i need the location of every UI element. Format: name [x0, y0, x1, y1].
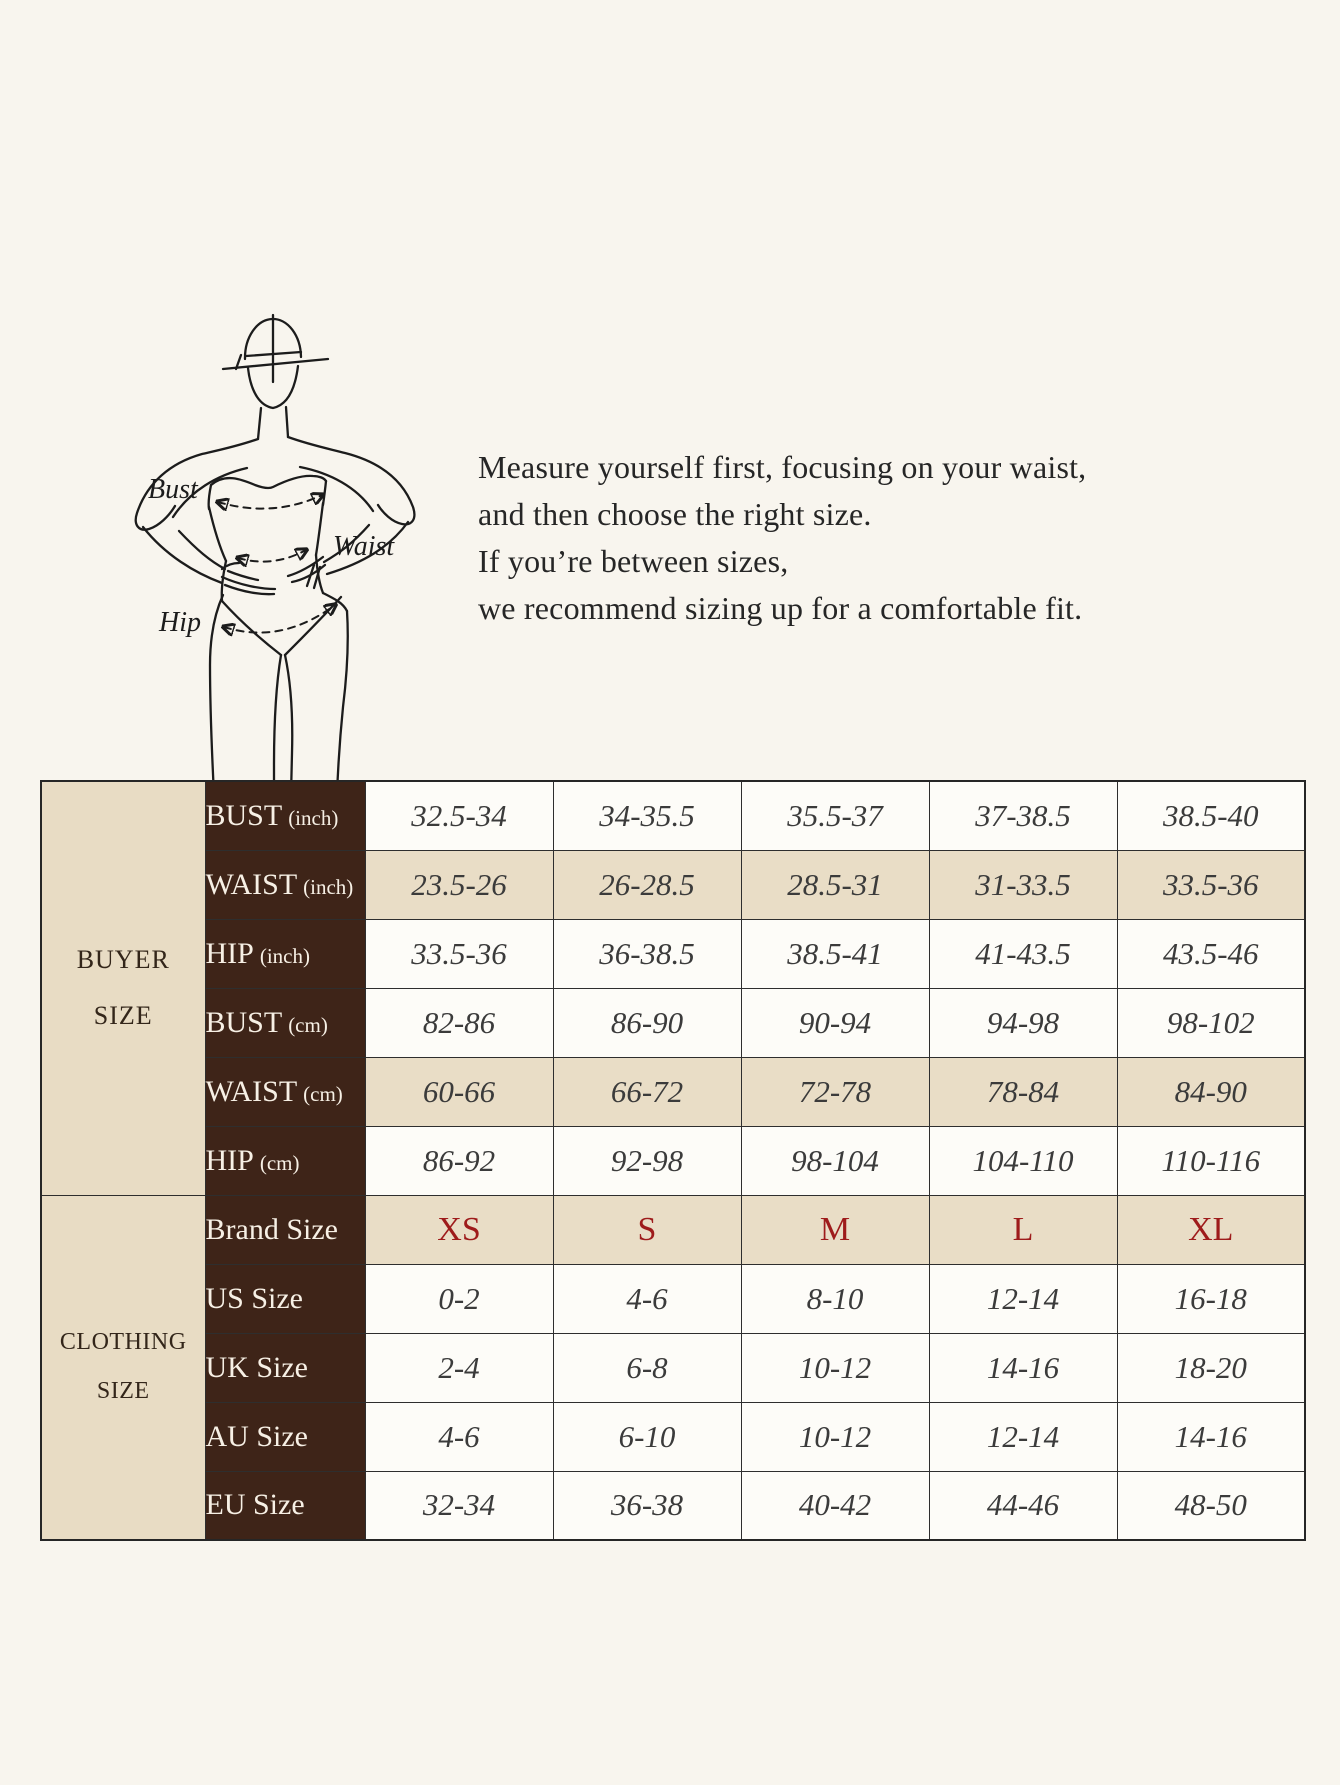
section-label: BUYER	[76, 945, 170, 975]
size-value: 36-38	[553, 1471, 741, 1540]
row-label-text: UK Size	[205, 1350, 308, 1384]
size-value: 86-92	[365, 1126, 553, 1195]
size-value: 4-6	[365, 1402, 553, 1471]
size-value: 92-98	[553, 1126, 741, 1195]
size-value: 66-72	[553, 1057, 741, 1126]
table-row	[41, 1057, 1305, 1126]
size-value: 37-38.5	[929, 781, 1117, 850]
section-label: SIZE	[93, 1001, 153, 1031]
table-row	[41, 850, 1305, 919]
row-label	[205, 1264, 365, 1333]
table-row	[41, 988, 1305, 1057]
size-value: 84-90	[1117, 1057, 1305, 1126]
instruction-line: Measure yourself first, focusing on your waist,	[478, 449, 1087, 485]
table-row	[41, 1471, 1305, 1540]
row-label	[205, 781, 365, 850]
instruction-line: and then choose the right size.	[478, 496, 872, 532]
measure-instructions	[478, 444, 1238, 632]
row-label	[205, 1126, 365, 1195]
size-value: 10-12	[741, 1333, 929, 1402]
size-value: 98-102	[1117, 988, 1305, 1057]
size-value: 38.5-41	[741, 919, 929, 988]
row-label-text: WAIST	[205, 867, 298, 901]
hip-label: Hip	[159, 607, 201, 638]
size-value: 38.5-40	[1117, 781, 1305, 850]
instruction-line: we recommend sizing up for a comfortable fit.	[478, 590, 1083, 626]
size-value: 110-116	[1117, 1126, 1305, 1195]
row-label-unit: (inch)	[288, 805, 339, 830]
size-value: 90-94	[741, 988, 929, 1057]
size-chart-table	[40, 780, 1306, 1541]
size-value: 32.5-34	[365, 781, 553, 850]
waist-label: Waist	[333, 531, 395, 562]
table-row	[41, 1333, 1305, 1402]
row-label	[205, 988, 365, 1057]
section-label: SIZE	[96, 1378, 150, 1405]
row-label-text: HIP	[205, 1143, 254, 1177]
size-value: 40-42	[741, 1471, 929, 1540]
row-label-unit: (cm)	[288, 1012, 328, 1037]
bust-label: Bust	[148, 474, 198, 505]
row-label	[205, 1402, 365, 1471]
size-value: 32-34	[365, 1471, 553, 1540]
size-value: S	[553, 1195, 741, 1264]
bust-measure-line	[218, 495, 322, 509]
size-value: 2-4	[365, 1333, 553, 1402]
size-value: XL	[1117, 1195, 1305, 1264]
row-label-text: HIP	[205, 936, 254, 970]
table-row	[41, 781, 1305, 850]
row-label	[205, 1195, 365, 1264]
size-value: 28.5-31	[741, 850, 929, 919]
size-value: 48-50	[1117, 1471, 1305, 1540]
row-label	[205, 1471, 365, 1540]
size-value: 6-8	[553, 1333, 741, 1402]
size-value: 6-10	[553, 1402, 741, 1471]
row-label-text: Brand Size	[205, 1212, 338, 1246]
size-value: 12-14	[929, 1264, 1117, 1333]
waist-measure-line	[238, 550, 306, 562]
table-row	[41, 1126, 1305, 1195]
size-value: 18-20	[1117, 1333, 1305, 1402]
instruction-line: If you’re between sizes,	[478, 543, 789, 579]
size-value: M	[741, 1195, 929, 1264]
size-value: 8-10	[741, 1264, 929, 1333]
size-value: 72-78	[741, 1057, 929, 1126]
size-value: 12-14	[929, 1402, 1117, 1471]
size-value: 33.5-36	[365, 919, 553, 988]
size-value: 35.5-37	[741, 781, 929, 850]
size-value: 94-98	[929, 988, 1117, 1057]
body-sketch-illustration	[95, 255, 455, 795]
size-value: 44-46	[929, 1471, 1117, 1540]
section-label: CLOTHING	[59, 1329, 187, 1356]
table-row	[41, 1195, 1305, 1264]
size-value: 82-86	[365, 988, 553, 1057]
size-value: 98-104	[741, 1126, 929, 1195]
row-label	[205, 919, 365, 988]
row-label	[205, 850, 365, 919]
size-value: 43.5-46	[1117, 919, 1305, 988]
row-label-unit: (cm)	[259, 1150, 300, 1175]
size-value: 78-84	[929, 1057, 1117, 1126]
row-label-text: EU Size	[205, 1488, 305, 1522]
size-value: 86-90	[553, 988, 741, 1057]
section-clothing-size	[41, 1195, 205, 1540]
size-value: 104-110	[929, 1126, 1117, 1195]
size-value: 31-33.5	[929, 850, 1117, 919]
row-label	[205, 1333, 365, 1402]
size-value: 14-16	[1117, 1402, 1305, 1471]
size-value: 14-16	[929, 1333, 1117, 1402]
size-value: 10-12	[741, 1402, 929, 1471]
table-row	[41, 919, 1305, 988]
table-row	[41, 1402, 1305, 1471]
row-label-unit: (inch)	[303, 874, 354, 899]
size-value: 33.5-36	[1117, 850, 1305, 919]
size-value: 0-2	[365, 1264, 553, 1333]
size-value: 23.5-26	[365, 850, 553, 919]
row-label-text: WAIST	[205, 1074, 298, 1108]
size-value: L	[929, 1195, 1117, 1264]
row-label-text: US Size	[205, 1281, 303, 1315]
size-value: 26-28.5	[553, 850, 741, 919]
row-label-text: BUST	[205, 1005, 283, 1039]
size-value: 41-43.5	[929, 919, 1117, 988]
row-label-text: BUST	[205, 798, 283, 832]
size-value: 4-6	[553, 1264, 741, 1333]
measurement-figure	[95, 255, 455, 795]
section-buyer-size	[41, 781, 205, 1195]
size-value: 16-18	[1117, 1264, 1305, 1333]
size-value: 36-38.5	[553, 919, 741, 988]
size-value: XS	[365, 1195, 553, 1264]
row-label-unit: (inch)	[259, 943, 310, 968]
size-value: 60-66	[365, 1057, 553, 1126]
row-label	[205, 1057, 365, 1126]
size-value: 34-35.5	[553, 781, 741, 850]
row-label-text: AU Size	[205, 1419, 308, 1453]
table-row	[41, 1264, 1305, 1333]
row-label-unit: (cm)	[303, 1081, 343, 1106]
